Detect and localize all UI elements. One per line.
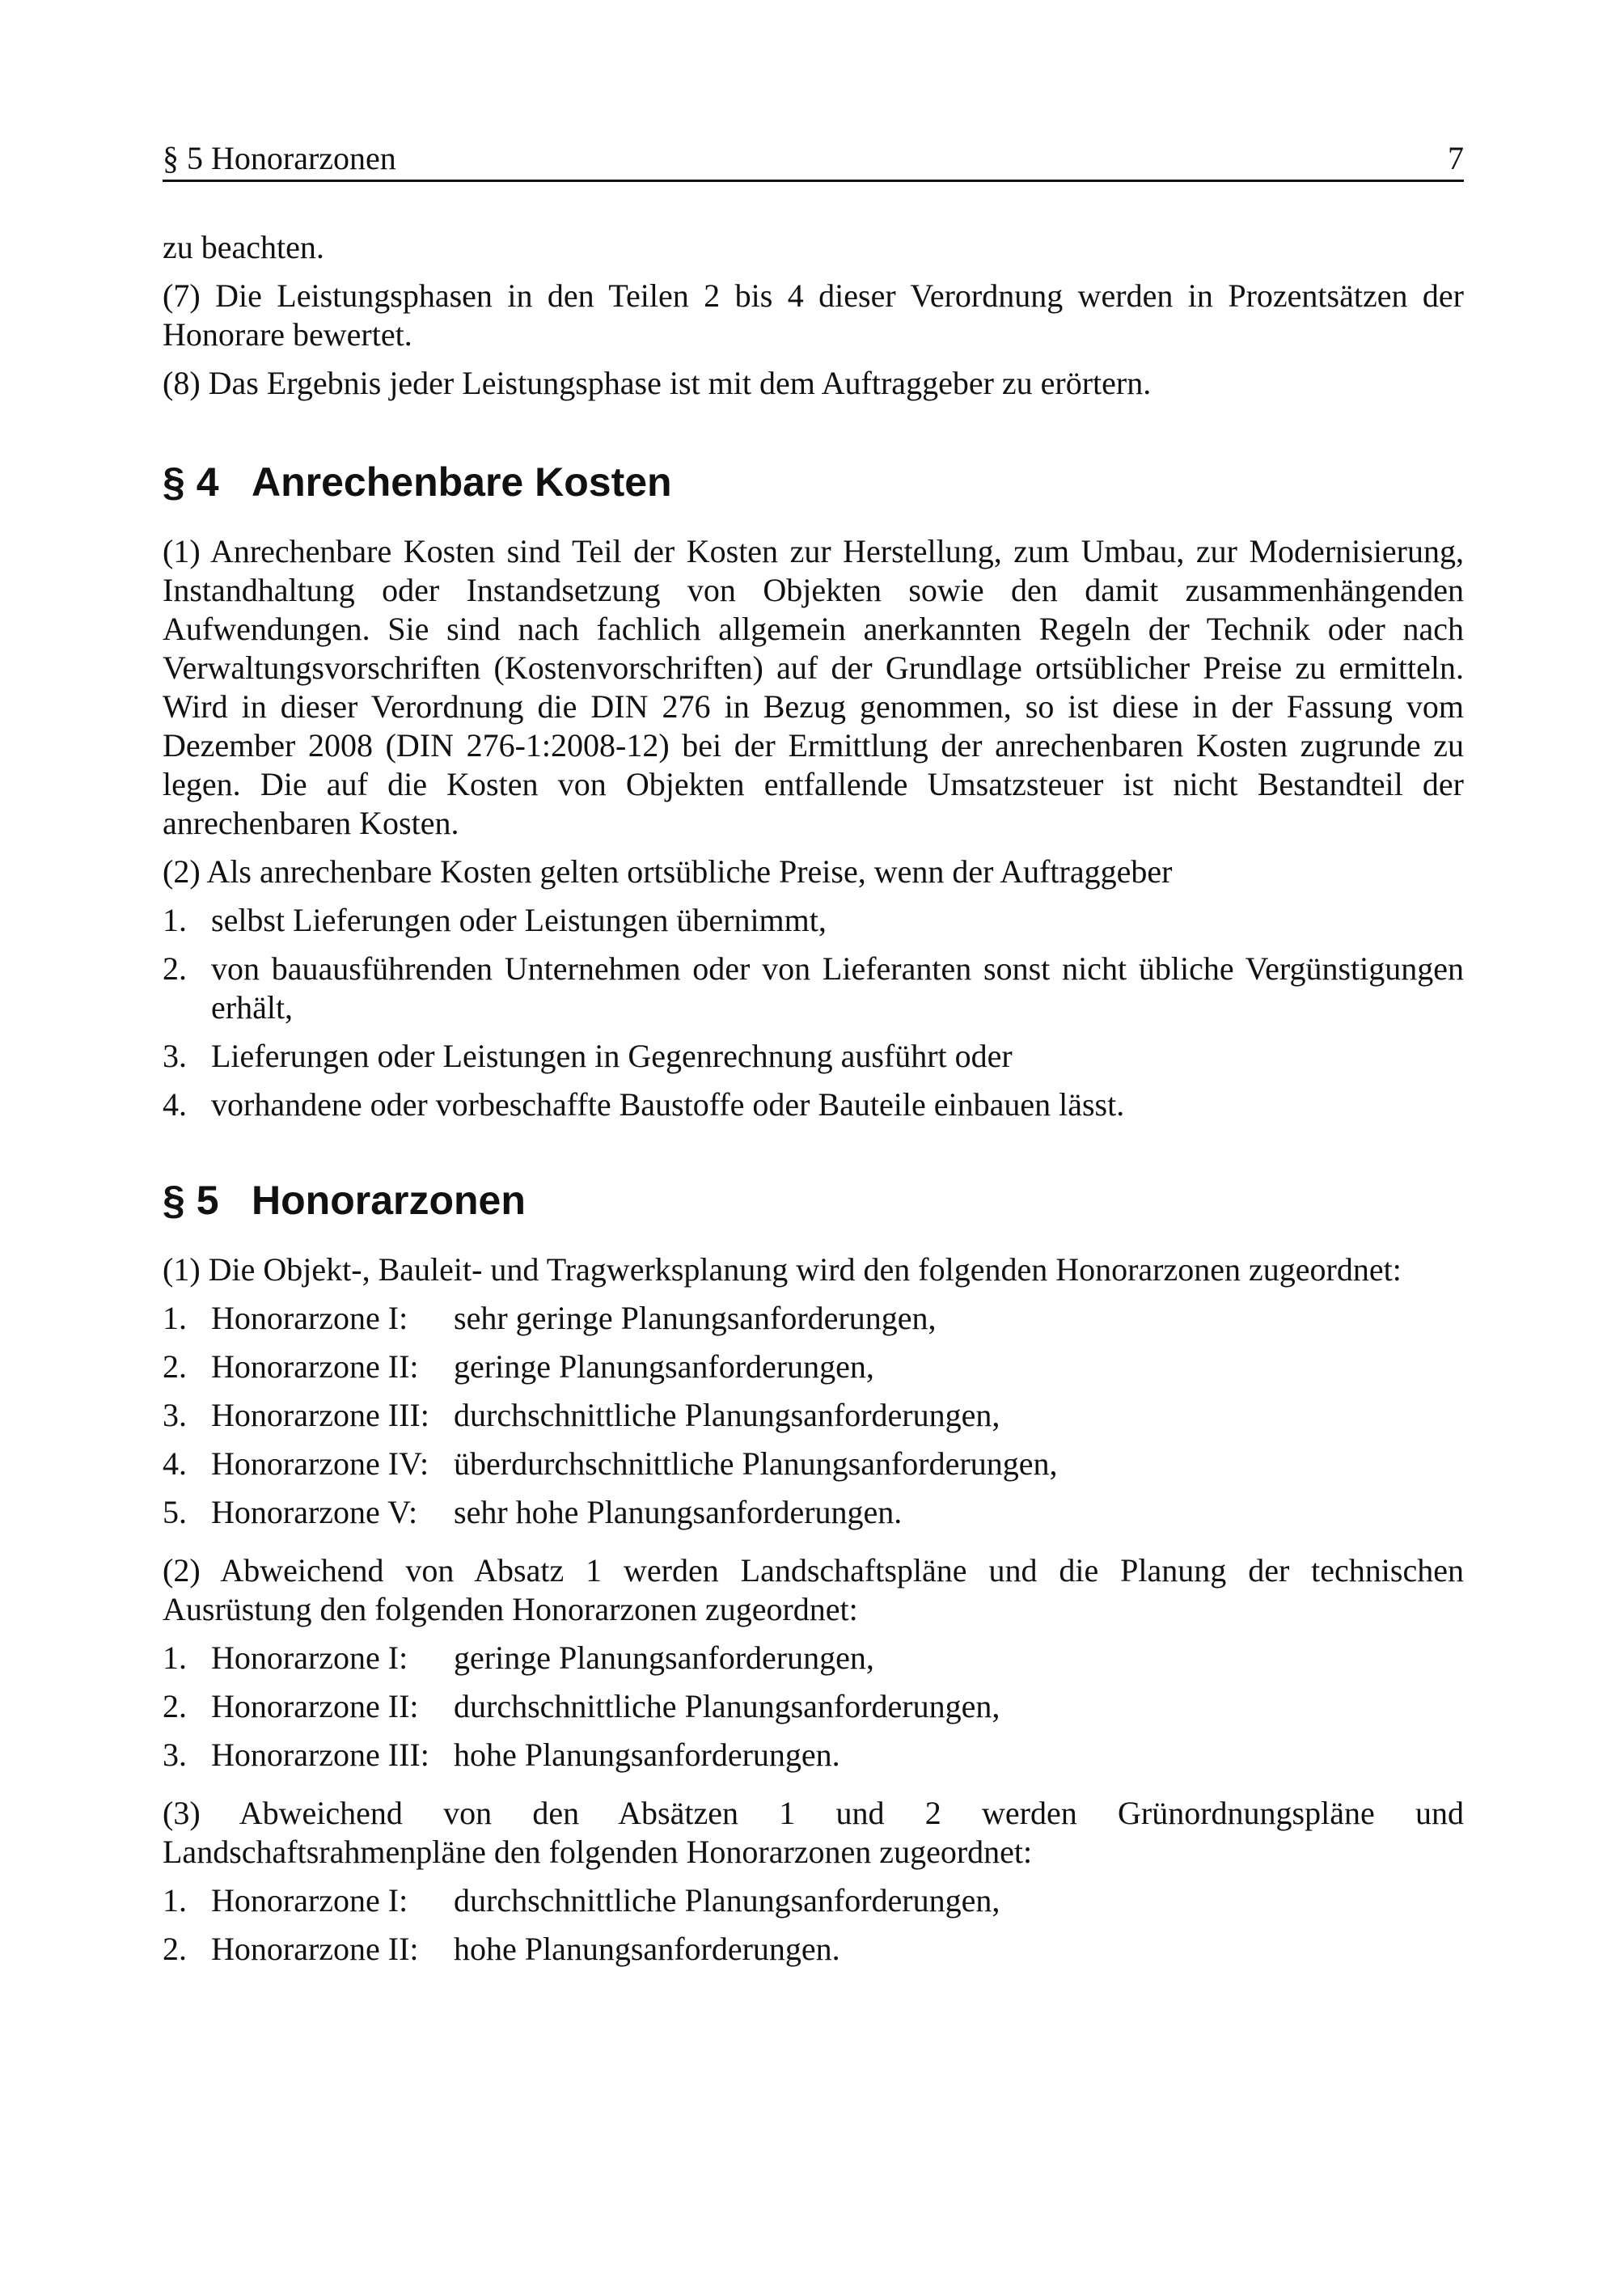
list-item xyxy=(163,1299,1464,1338)
zone-description: geringe Planungsanforderungen, xyxy=(454,1639,874,1676)
section-5-paragraph-1: (1) Die Objekt-, Bauleit- und Tragwerksplanung wird den folgenden Honorarzonen zugeordnet: xyxy=(163,1251,1402,1288)
zone-description: überdurchschnittliche Planungsanforderungen, xyxy=(454,1445,1058,1482)
section-4-paragraph-1: (1) Anrechenbare Kosten sind Teil der Kosten zur Herstellung, zum Umbau, zur Modernisierung, Instandhaltung oder Instandsetzung von Objekten sowie den damit zusammenhängenden Aufwendungen. Sie sind nach fachlich allgemein anerkannten Regeln der Technik oder nach Verwaltungsvorschriften (Kostenvorschriften) auf der Grundlage ortsüblicher Preise zu ermitteln. Wird in dieser Verordnung die DIN 276 in Bezug genommen, so ist diese in der Fassung vom Dezember 2008 (DIN 276-1:2008-12) bei der Ermittlung der anrechenbaren Kosten zugrunde zu legen. Die auf die Kosten von Objekten entfallende Umsatzsteuer ist nicht Bestandteil der anrechenbaren Kosten. xyxy=(163,533,1464,841)
list-item-text: vorhandene oder vorbeschaffte Baustoffe oder Bauteile einbauen lässt. xyxy=(211,1086,1125,1123)
zone-label: Honorarzone II: xyxy=(211,1348,419,1385)
list-item xyxy=(163,1881,1464,1920)
list-item xyxy=(163,1396,1464,1435)
list-item xyxy=(163,901,1464,940)
zone-label: Honorarzone IV: xyxy=(211,1445,429,1482)
zone-label: Honorarzone II: xyxy=(211,1931,419,1967)
list-item-number: 5. xyxy=(163,1494,187,1530)
zone-label: Honorarzone II: xyxy=(211,1688,419,1724)
zone-description: durchschnittliche Planungsanforderungen, xyxy=(454,1688,1000,1724)
intro-paragraph-8: (8) Das Ergebnis jeder Leistungsphase ist mit dem Auftraggeber zu erörtern. xyxy=(163,365,1152,401)
section-5-paragraph-2: (2) Abweichend von Absatz 1 werden Landschaftspläne und die Planung der technischen Ausrüstung den folgenden Honorarzonen zugeordnet: xyxy=(163,1552,1464,1627)
list-item-number: 1. xyxy=(163,1882,187,1919)
list-item-number: 4. xyxy=(163,1086,187,1123)
list-item xyxy=(163,1347,1464,1386)
zone-label: Honorarzone I: xyxy=(211,1882,408,1919)
page-number: 7 xyxy=(1448,140,1464,176)
zone-label: Honorarzone I: xyxy=(211,1639,408,1676)
list-item-number: 3. xyxy=(163,1038,187,1074)
zone-label: Honorarzone III: xyxy=(211,1737,429,1773)
section-5-zone-list-3 xyxy=(163,1881,1464,1969)
section-5-heading xyxy=(163,1176,1464,1225)
list-item-number: 3. xyxy=(163,1397,187,1433)
section-5-zone-list-1 xyxy=(163,1299,1464,1532)
list-item xyxy=(163,950,1464,1027)
section-5-paragraph-3: (3) Abweichend von den Absätzen 1 und 2 werden Grünordnungspläne und Landschaftsrahmenpläne den folgenden Honorarzonen zugeordnet: xyxy=(163,1795,1464,1870)
intro-paragraph-continuation: zu beachten. xyxy=(163,229,324,265)
zone-description: durchschnittliche Planungsanforderungen, xyxy=(454,1882,1000,1919)
section-4-heading xyxy=(163,458,1464,506)
header-title: § 5 Honorarzonen xyxy=(163,140,396,176)
section-5-symbol: § 5 xyxy=(163,1178,219,1223)
list-item-number: 4. xyxy=(163,1445,187,1482)
section-4-paragraph-2: (2) Als anrechenbare Kosten gelten ortsübliche Preise, wenn der Auftraggeber xyxy=(163,853,1173,890)
page-content xyxy=(163,228,1464,1978)
zone-description: hohe Planungsanforderungen. xyxy=(454,1931,840,1967)
section-5-title: Honorarzonen xyxy=(252,1178,526,1223)
list-item-number: 2. xyxy=(163,1931,187,1967)
zone-label: Honorarzone III: xyxy=(211,1397,429,1433)
zone-description: durchschnittliche Planungsanforderungen, xyxy=(454,1397,1000,1433)
section-4-list xyxy=(163,901,1464,1124)
list-item xyxy=(163,1687,1464,1726)
list-item xyxy=(163,1639,1464,1677)
list-item-number: 1. xyxy=(163,902,187,938)
zone-label: Honorarzone I: xyxy=(211,1300,408,1336)
section-4-symbol: § 4 xyxy=(163,459,219,505)
list-item xyxy=(163,1445,1464,1483)
zone-description: geringe Planungsanforderungen, xyxy=(454,1348,874,1385)
list-item xyxy=(163,1085,1464,1124)
section-5-zone-list-2 xyxy=(163,1639,1464,1775)
zone-description: sehr geringe Planungsanforderungen, xyxy=(454,1300,937,1336)
list-item xyxy=(163,1930,1464,1969)
list-item-text: Lieferungen oder Leistungen in Gegenrechnung ausführt oder xyxy=(211,1038,1013,1074)
zone-description: hohe Planungsanforderungen. xyxy=(454,1737,840,1773)
list-item-number: 3. xyxy=(163,1737,187,1773)
list-item-text: selbst Lieferungen oder Leistungen übernimmt, xyxy=(211,902,827,938)
list-item xyxy=(163,1736,1464,1775)
running-header xyxy=(163,139,1464,182)
list-item xyxy=(163,1037,1464,1076)
zone-label: Honorarzone V: xyxy=(211,1494,418,1530)
list-item-number: 2. xyxy=(163,1688,187,1724)
list-item-number: 2. xyxy=(163,1348,187,1385)
list-item-number: 1. xyxy=(163,1639,187,1676)
list-item-text: von bauausführenden Unternehmen oder von Lieferanten sonst nicht übliche Vergünstigungen erhält, xyxy=(211,950,1464,1026)
list-item-number: 2. xyxy=(163,950,187,987)
list-item-number: 1. xyxy=(163,1300,187,1336)
zone-description: sehr hohe Planungsanforderungen. xyxy=(454,1494,903,1530)
section-4-title: Anrechenbare Kosten xyxy=(252,459,672,505)
intro-paragraph-7: (7) Die Leistungsphasen in den Teilen 2 bis 4 dieser Verordnung werden in Prozentsätzen der Honorare bewertet. xyxy=(163,277,1464,353)
list-item xyxy=(163,1493,1464,1532)
